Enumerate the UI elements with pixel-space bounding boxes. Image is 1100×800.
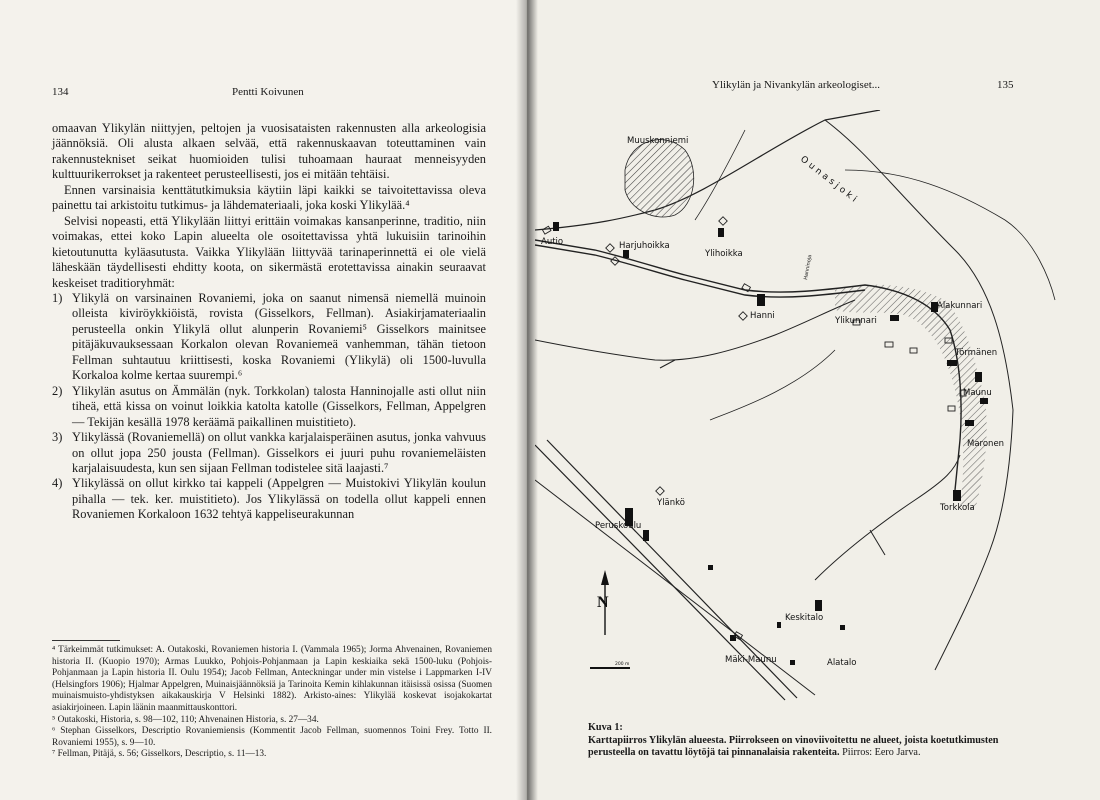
secondary-road [535, 300, 855, 360]
list-item-text: Ylikylä on varsinainen Rovaniemi, joka on saanut nimensä niemellä muinoin olleista kiviröykkiöistä, rovista (Gisselkors, Fellman). Asiakirjamateriaalin perusteella onkin Ylikylä ollut alunperin Rovaniemi⁵ Gisselkors mainitsee pitäjäkuvauksessaan Korkalon olevan Rovaniemeä vanhemman, tähän tietoon Fellman suhtautuu kriittisesti, koska Rovaniemi (Ylikylä) oli 1500-luvulla Korkaloa kolme kertaa suurempi.⁶ [72, 290, 486, 383]
list-item-number: 4) [52, 476, 63, 491]
paragraph: omaavan Ylikylän niittyjen, peltojen ja vuosisataisten rakennusten alla arkeologisia jäännöksiä. Oli alusta alkaen selvää, että rakennuskaavan toteuttaminen vain rakennustekniset seikat huomioiden tulisi tuhoamaan hauraat menneisyyden kulttuurikerrokset ja rakenteet perusteellisesti, jos ei mitään tehtäisi. [52, 121, 486, 182]
paragraph: Selvisi nopeasti, että Ylikylään liittyi erittäin voimakas kansanperinne, traditio, niin voimakas, ettei koko Lapin alueelta ole osoitettavissa yhtä lukuisiin tarinoihin kietoutunutta kyläasutusta. Vaikka Ylikylään liittyvää tarinaperinnettä ei ole vielä läheskään täydellisesti ehditty koota, on sikermästä erotettavissa ainakin seuraavat keskeiset traditioryhmät: [52, 213, 486, 290]
list-item [52, 384, 486, 430]
main-road-edge [535, 245, 865, 297]
map-label-keskitalo: Keskitalo [785, 613, 824, 623]
map-label-ounasjoki: Ounasjoki [798, 154, 861, 207]
road-south [815, 455, 960, 580]
footnote: ⁷ Fellman, Pitäjä, s. 56; Gisselkors, Descriptio, s. 11—13. [52, 749, 267, 760]
map-label-hanninoja: Hanninoja [803, 254, 814, 281]
footnote: ⁵ Outakoski, Historia, s. 98—102, 110; Ahvenainen Historia, s. 27—34. [52, 714, 319, 725]
caption-body [588, 735, 1028, 760]
river-shoreline [825, 120, 1013, 410]
map-label-makimaunu: Mäki-Maunu [725, 655, 777, 665]
hill-area [625, 140, 694, 217]
river-shoreline [535, 110, 880, 230]
map-label-maronen: Maronen [967, 439, 1005, 449]
paragraph: Ennen varsinaisia kenttätutkimuksia käytiin läpi kaikki se taivoitettavissa oleva painettu tai arkistoitu tutkimus- ja lähdemateriaali, joka koski Ylikylää.⁴ [52, 182, 486, 213]
caption-text: Karttapiirros Ylikylän alueesta. Piirrokseen on vinoviivoitettu ne alueet, joista koetutkimusten perusteella on tavattu löytöjä tai pinnanalaisia rakenteita. [588, 734, 999, 758]
left-page-number: 134 [52, 86, 69, 98]
map-label-torkkola: Torkkola [940, 503, 975, 513]
main-road [535, 240, 961, 490]
footnote-divider [52, 640, 120, 641]
buildings [553, 222, 988, 665]
map-label-ylikunnari: Ylikunnari [835, 316, 877, 326]
map-label-ylihoikka: Ylihoikka [705, 249, 743, 259]
footnote: ⁴ Tärkeimmät tutkimukset: A. Outakoski, Rovaniemen historia I. (Vammala 1965); Jorma Ahvenainen, Rovaniemen historia II. (Kuopio 1970); Armas Luukko, Pohjois-Pohjanmaan ja Lapin keskiaika sekä 1500-luku (Pohjois-Pohjanmaan ja Lapin historia II. Oulu 1954); Jacob Fellman, Anteckningar under min vistelse i Lappmarken I-IV (Helsingfors 1906); Hjalmar Appelgren, Muinaisjäännöksiä ja Tarinoita Kemin kihlakunnan itäisissä osissa (Suomen muinaismuisto-yhdistyksen aikakauskirja V Helsinki 1882). Arkisto-aines: Ylikylää koskevat isojakokartat asiakirjoineen. Lapin läänin maanmittauskonttori. [52, 645, 492, 713]
list-item-text: Ylikylässä (Rovaniemellä) on ollut vankka karjalaisperäinen asutus, jonka vahvuus on ollut jopa 250 jousta (Fellman). Gisselkors ei juuri puhu rovaniemeläisten karjalaisuudesta, kun sen sijaan Fellman todistelee sitä laajasti.⁷ [72, 430, 486, 475]
map-label-muuskonniemi: Muuskonniemi [627, 136, 689, 146]
list-item-text: Ylikylän asutus on Ämmälän (nyk. Torkkolan) talosta Hanninojalle asti ollut niin tiheä, että kissa on voinut loikkia katolta katolle (Gisselkors, Fellman, Appelgren — Tekijän kesällä 1978 keräämä paikallinen muistitieto). [72, 383, 486, 429]
shore-line [845, 170, 1055, 300]
footnote: ⁶ Stephan Gisselkors, Descriptio Rovaniemiensis (Kommentit Jacob Fellman, suomennos Toini Frey. Totto II. Rovaniemi 1955), s. 9—10. [52, 726, 492, 748]
map-label-tormanen: Törmänen [955, 348, 998, 358]
map-label-autio: Autio [541, 237, 564, 247]
list-item [52, 430, 486, 476]
footnotes [52, 645, 492, 761]
map-label-harjuhoikka: Harjuhoikka [619, 241, 670, 251]
arrow-mark [870, 530, 885, 555]
scale-label: 200 m [615, 662, 630, 667]
map-label-alatalo: Alatalo [827, 658, 857, 668]
north-label: N [597, 594, 609, 611]
caption-credit: Piirros: Eero Jarva. [842, 747, 921, 758]
list-item [52, 291, 486, 384]
arrow-mark [660, 360, 675, 368]
left-body-text [52, 121, 486, 523]
field-boundary [695, 130, 745, 220]
left-page [0, 0, 527, 800]
north-arrow-icon [597, 570, 609, 635]
right-page-number: 135 [997, 79, 1014, 91]
map-label-alakunnari: Alakunnari [937, 301, 983, 311]
list-item [52, 476, 486, 522]
caption-title: Kuva 1: [588, 722, 623, 733]
village-map [535, 110, 1057, 710]
map-label-maunu: Maunu [963, 388, 992, 398]
scale-bar [590, 661, 630, 668]
list-item-number: 2) [52, 383, 63, 398]
path-line [710, 350, 835, 420]
figure-caption [588, 722, 1028, 760]
map-label-peruskoulu: Peruskoulu [595, 521, 642, 531]
map-label-ylanko: Ylänkö [657, 498, 685, 508]
list-item-number: 1) [52, 290, 63, 305]
right-running-head: Ylikylän ja Nivankylän arkeologiset... [712, 79, 881, 91]
left-running-head: Pentti Koivunen [232, 86, 304, 98]
map-label-hanni: Hanni [750, 311, 775, 321]
list-item-number: 3) [52, 430, 63, 445]
list-item-text: Ylikylässä on ollut kirkko tai kappeli (Appelgren — Muistokivi Ylikylän koulun pihalla — tek. ker. muistitieto). Jos Ylikylässä on todella ollut kappeli ennen Rovaniemen Korkaloon 1632 tehtyä kappeliseurakunnan [72, 476, 486, 522]
